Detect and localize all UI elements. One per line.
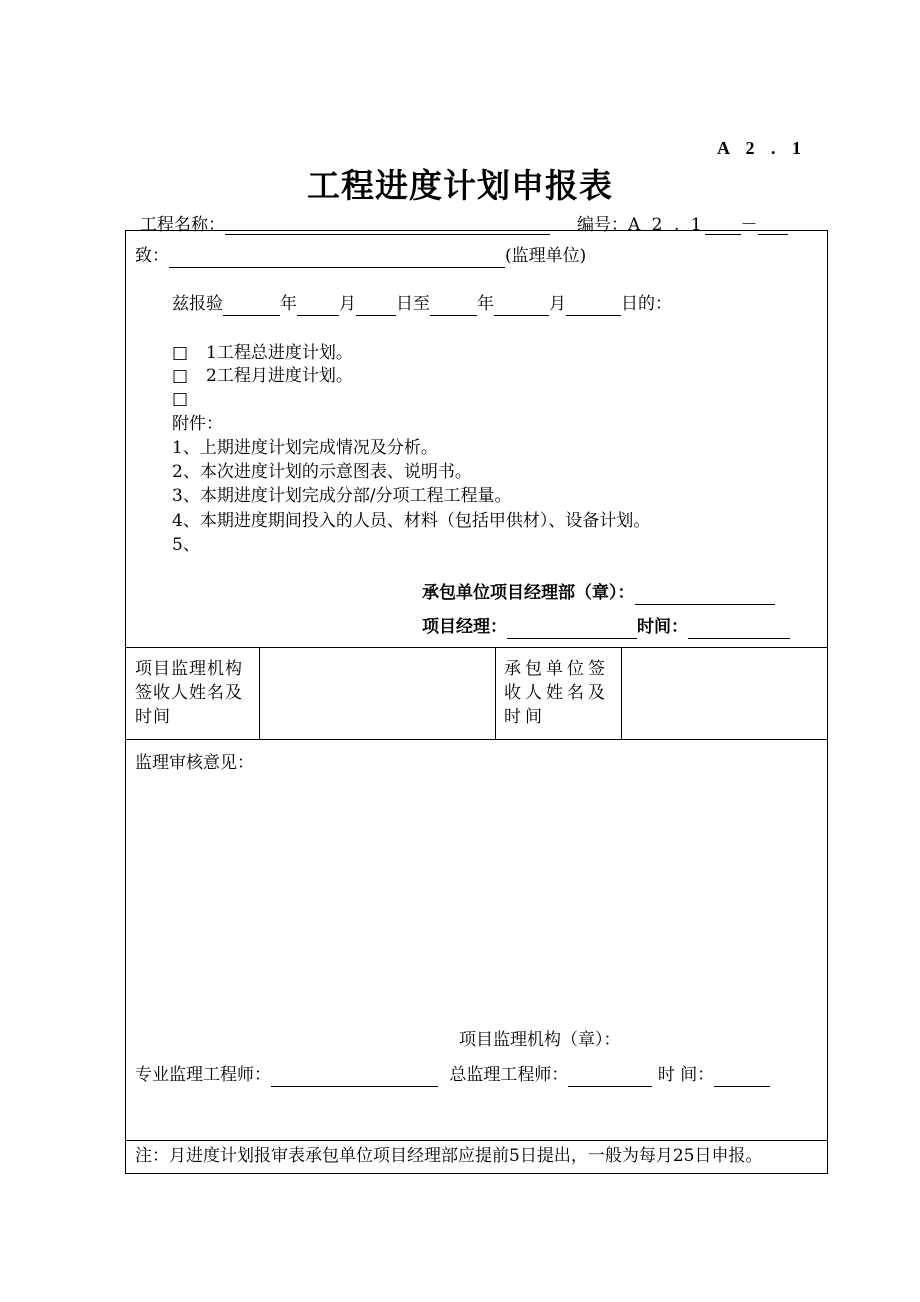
label-line: 签收人姓名及 [135,683,243,703]
attachment-item: 4、本期进度期间投入的人员、材料（包括甲供材）、设备计划。 [172,511,651,531]
form-number-label: 编号： [577,215,628,235]
label-line: 收人姓名及 [504,683,609,703]
project-name-label: 工程名称： [140,215,225,235]
checklist-item[interactable] [172,387,206,411]
checkbox-icon[interactable]: □ [172,366,189,386]
contractor-dept-label: 承包单位项目经理部（章）： [422,583,635,603]
addressee-line [135,244,586,268]
contractor-dept-line [422,581,775,605]
checklist-item[interactable] [172,341,353,365]
label-line: 时间 [504,707,546,727]
year-label: 年 [280,294,297,314]
form-code: A 2 . 1 [717,138,808,158]
checklist-label: 2工程月进度计划。 [206,366,353,386]
column-divider [495,647,496,739]
end-month-blank[interactable] [494,297,549,316]
addressee-suffix: (监理单位) [505,246,587,266]
addressee-label: 致： [135,246,169,266]
chief-engineer-blank[interactable] [568,1068,652,1087]
supervision-signee-cell[interactable] [260,648,494,738]
project-manager-line [422,615,790,639]
supervision-signee-label [135,657,255,729]
chief-engineer-label: 总监理工程师： [449,1065,569,1085]
contractor-dept-blank[interactable] [635,586,775,605]
form-table [125,230,828,1174]
checklist-item[interactable] [172,364,353,388]
contractor-time-label: 时间： [637,617,688,637]
checkbox-icon[interactable]: □ [172,389,189,409]
review-time-label: 时 间： [657,1065,715,1085]
footer-note: 注：月进度计划报审表承包单位项目经理部应提前5日提出，一般为每月25日申报。 [135,1146,763,1166]
attachment-item: 5、 [172,535,200,555]
row-divider [126,1140,827,1141]
attachment-item: 1、上期进度计划完成情况及分析。 [172,438,438,458]
label-line: 时间 [135,707,171,727]
end-year-blank[interactable] [430,297,477,316]
attachments-label: 附件： [172,414,223,434]
specialist-engineer-blank[interactable] [271,1068,438,1087]
contractor-signee-label [504,657,616,729]
report-period-lead: 兹报验 [172,294,223,314]
review-time-blank[interactable] [714,1068,770,1087]
start-year-blank[interactable] [223,297,280,316]
form-number-dash: － [740,215,758,235]
supervision-unit-blank[interactable] [169,249,505,268]
row-divider [126,739,827,740]
review-label: 监理审核意见： [135,753,254,773]
org-stamp-label: 项目监理机构（章）： [459,1030,621,1050]
specialist-engineer-label: 专业监理工程师： [135,1065,271,1085]
label-line: 项目监理机构 [135,659,243,679]
checkbox-icon[interactable]: □ [172,343,189,363]
contractor-time-blank[interactable] [688,620,790,639]
day-to-label: 日至 [396,294,430,314]
month-label: 月 [339,294,356,314]
end-day-blank[interactable] [566,297,621,316]
checklist-label: 1工程总进度计划。 [206,343,353,363]
review-signature-line [135,1063,770,1087]
page-title: 工程进度计划申报表 [307,166,613,205]
month-label-2: 月 [549,294,566,314]
attachment-item: 2、本次进度计划的示意图表、说明书。 [172,462,472,482]
year-label-2: 年 [477,294,494,314]
start-day-blank[interactable] [356,297,396,316]
review-opinion-area[interactable] [135,777,815,1017]
attachment-item: 3、本期进度计划完成分部/分项工程工程量。 [172,486,512,506]
project-manager-label: 项目经理： [422,617,507,637]
label-line: 承包单位签 [504,659,609,679]
start-month-blank[interactable] [297,297,339,316]
day-end-label: 日的： [621,294,672,314]
report-period-line [172,292,672,316]
project-manager-blank[interactable] [507,620,637,639]
contractor-signee-cell[interactable] [622,648,827,738]
form-number-prefix: A 2 . 1 [628,215,705,235]
